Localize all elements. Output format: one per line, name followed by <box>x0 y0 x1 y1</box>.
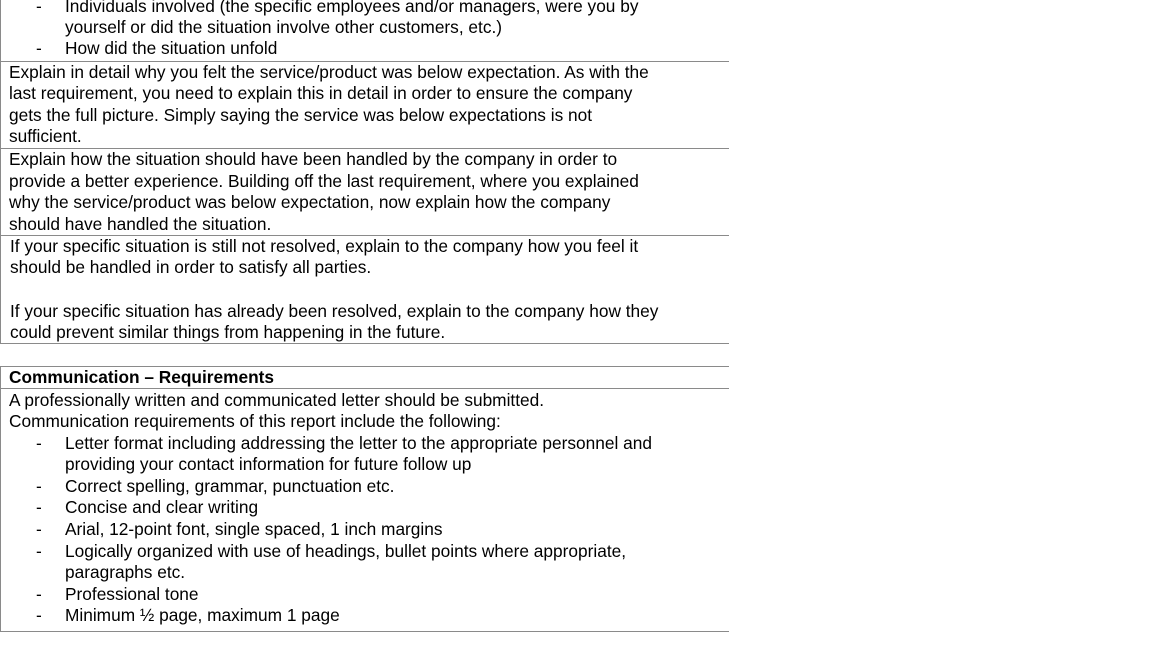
list-item: Concise and clear writing <box>65 497 259 517</box>
bullet-dash: - <box>36 584 42 604</box>
table-bottom-border <box>0 343 729 344</box>
paragraph-line: Explain how the situation should have been handled by the company in order to <box>9 149 618 169</box>
paragraph-line: provide a better experience. Building off the last requirement, where you explained <box>9 171 639 191</box>
paragraph-line: sufficient. <box>9 126 82 146</box>
paragraph-line: should have handled the situation. <box>9 214 272 234</box>
paragraph-line: A professionally written and communicated letter should be submitted. <box>9 390 545 410</box>
bullet-dash: - <box>36 476 42 496</box>
bullet-dash: - <box>36 0 42 16</box>
table-left-border <box>0 366 1 632</box>
paragraph-line: If your specific situation has already been resolved, explain to the company how they <box>10 301 659 321</box>
bullet-dash: - <box>36 38 42 58</box>
paragraph-line: If your specific situation is still not resolved, explain to the company how you feel it <box>10 236 639 256</box>
bullet-dash: - <box>36 605 42 625</box>
bullet-text: yourself or did the situation involve other customers, etc.) <box>65 17 503 37</box>
bullet-dash: - <box>36 541 42 561</box>
list-item: Arial, 12-point font, single spaced, 1 inch margins <box>65 519 443 539</box>
table-left-border <box>0 0 1 344</box>
list-item: providing your contact information for future follow up <box>65 454 472 474</box>
list-item: Logically organized with use of headings, bullet points where appropriate, <box>65 541 627 561</box>
bullet-text: How did the situation unfold <box>65 38 278 58</box>
bullet-dash: - <box>36 519 42 539</box>
list-item: Minimum ½ page, maximum 1 page <box>65 605 340 625</box>
list-item: Letter format including addressing the letter to the appropriate personnel and <box>65 433 652 453</box>
paragraph-line: Explain in detail why you felt the service/product was below expectation. As with the <box>9 62 649 82</box>
bullet-dash: - <box>36 433 42 453</box>
list-item: Professional tone <box>65 584 199 604</box>
list-item: paragraphs etc. <box>65 562 186 582</box>
bullet-text: Individuals involved (the specific employees and/or managers, were you by <box>65 0 639 16</box>
paragraph-line: gets the full picture. Simply saying the service was below expectations is not <box>9 105 593 125</box>
paragraph-line: last requirement, you need to explain this in detail in order to ensure the company <box>9 83 633 103</box>
paragraph-line: Communication requirements of this report include the following: <box>9 411 501 431</box>
list-item: Correct spelling, grammar, punctuation etc. <box>65 476 395 496</box>
paragraph-line: why the service/product was below expectation, now explain how the company <box>9 192 611 212</box>
bullet-dash: - <box>36 497 42 517</box>
paragraph-line: should be handled in order to satisfy all parties. <box>10 257 372 277</box>
table-bottom-border <box>0 631 729 632</box>
table-row-divider <box>0 388 729 389</box>
section-heading: Communication – Requirements <box>9 367 275 387</box>
paragraph-line: could prevent similar things from happening in the future. <box>10 322 446 342</box>
